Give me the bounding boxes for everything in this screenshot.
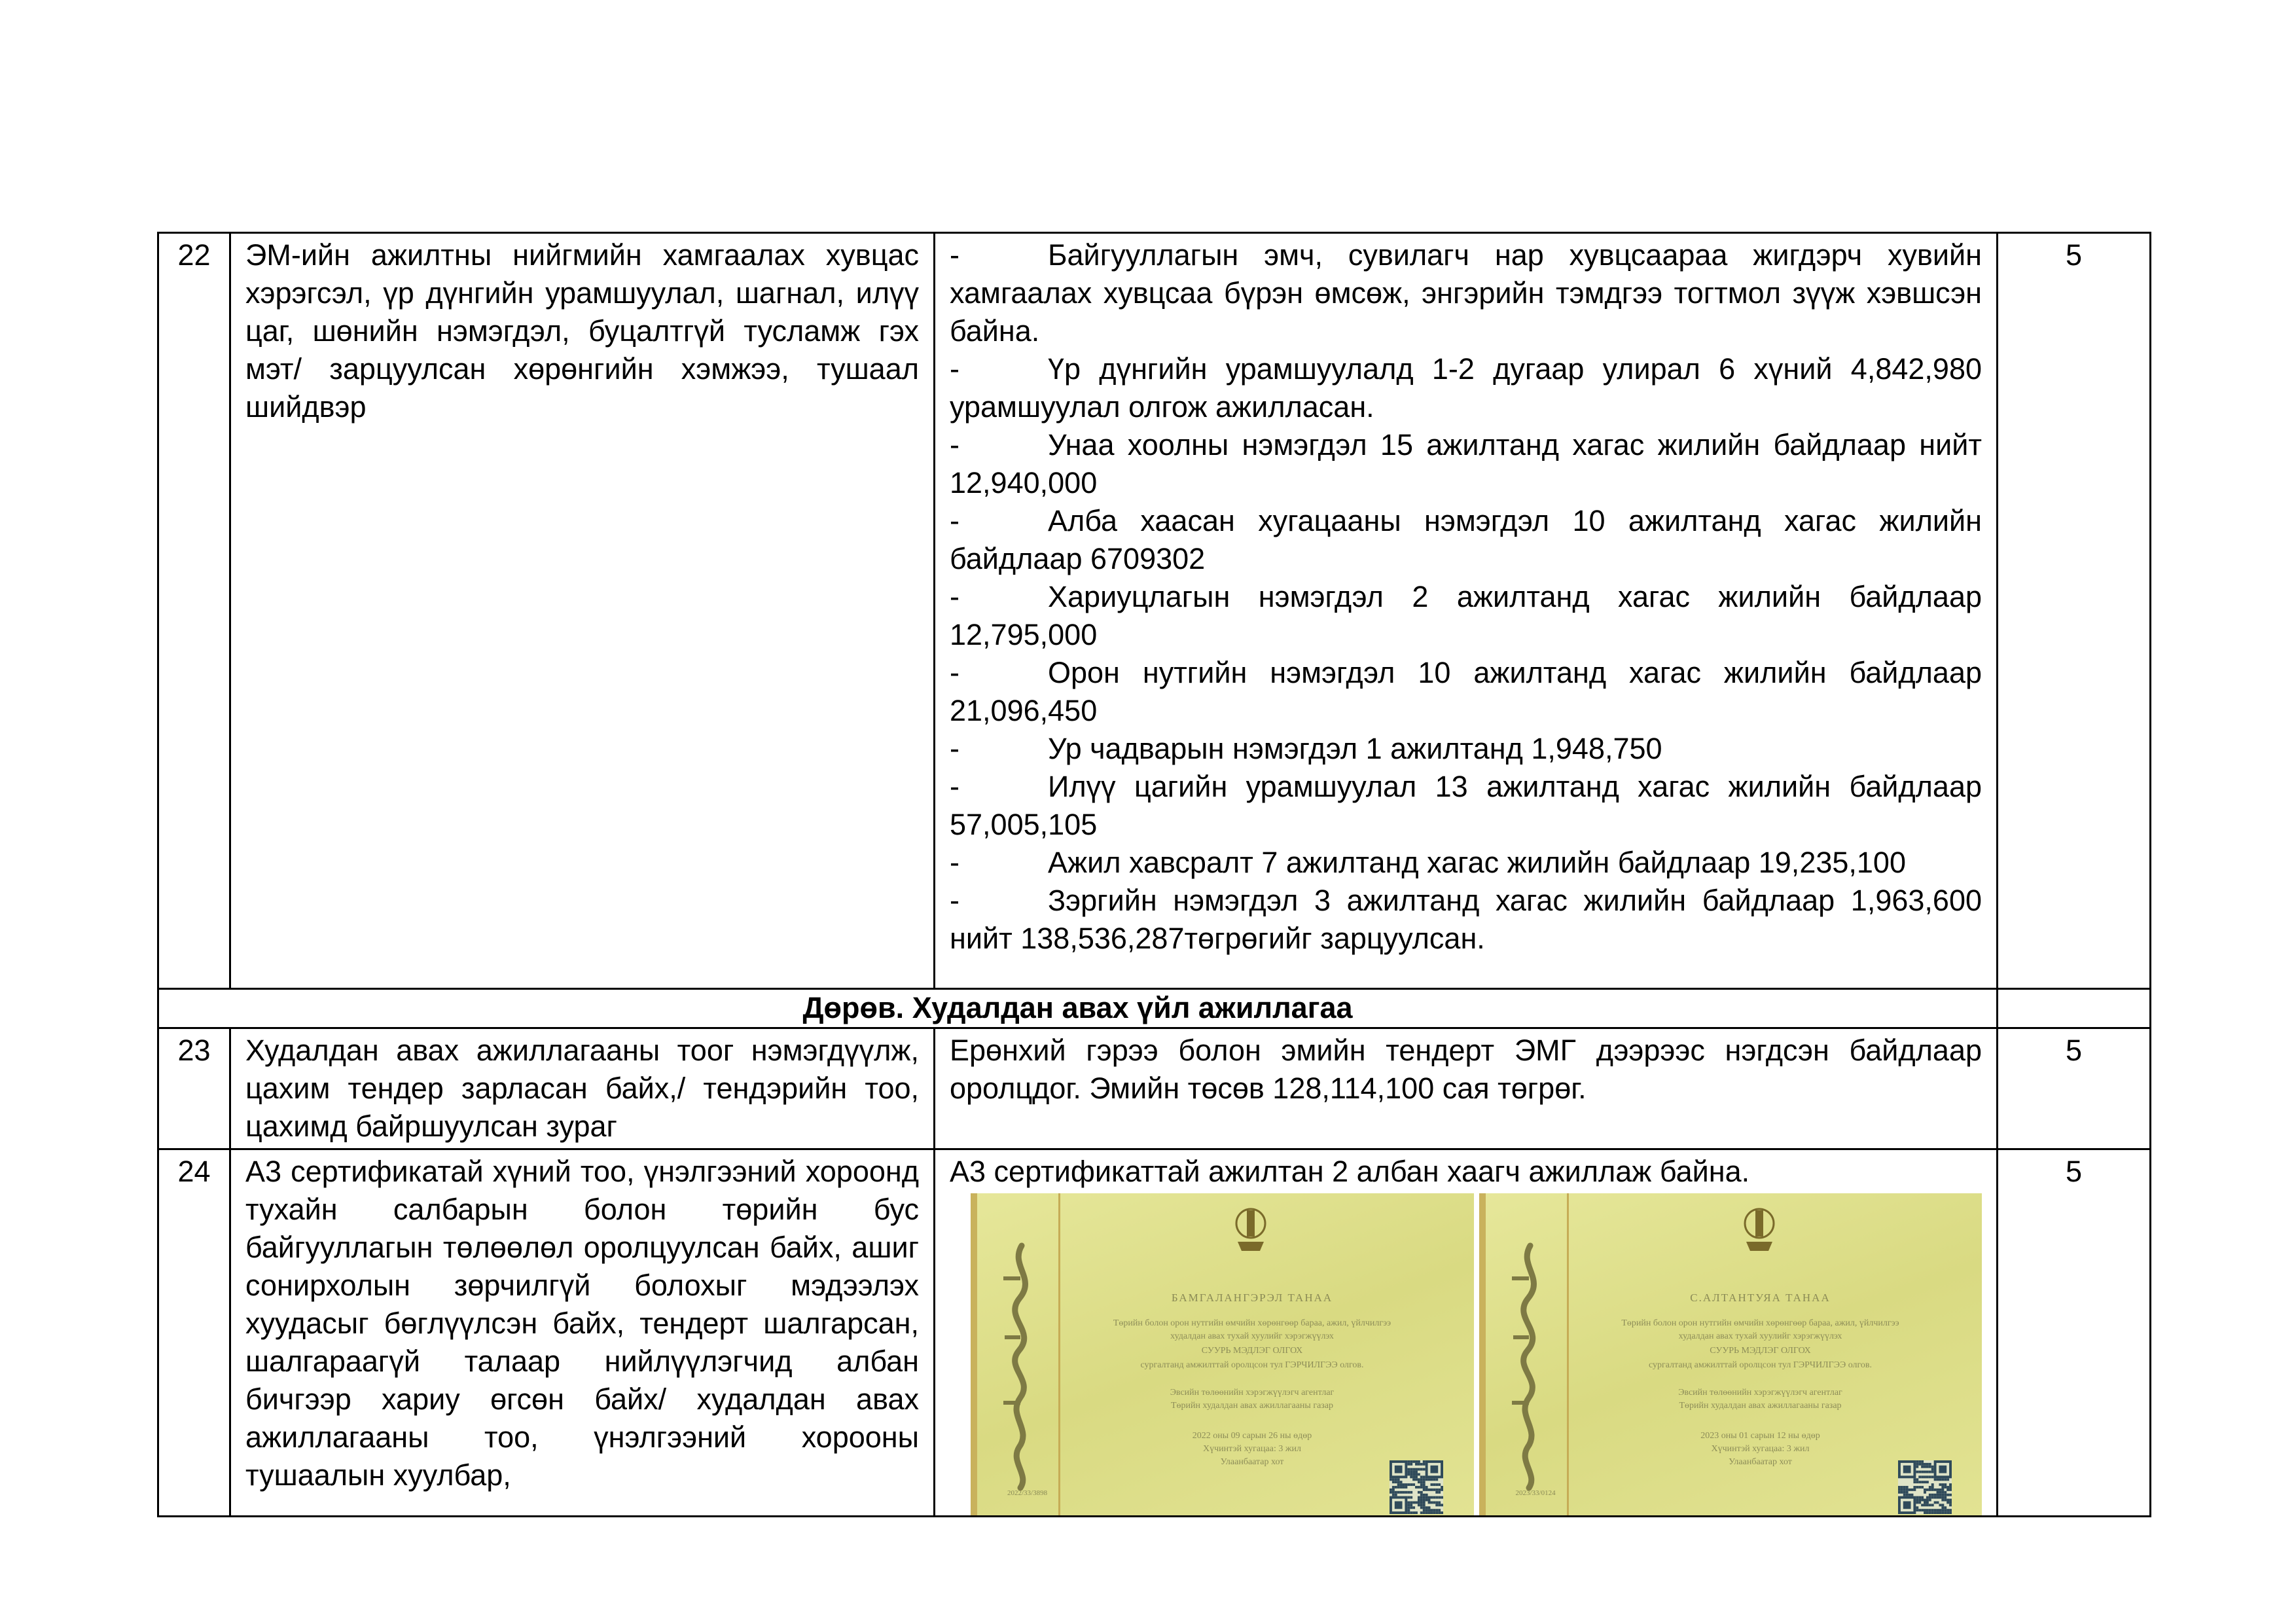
certificate-recipient: БАМГАЛАНГЭРЭЛ ТАНАА [1171,1291,1333,1304]
section-row [158,989,2151,1028]
bullet-text: Ур чадварын нэмэгдэл 1 ажилтанд 1,948,750 [1048,732,1662,765]
result-bullet-list [950,236,1982,958]
table-row [158,1028,2151,1149]
bullet-dash: - [950,884,960,917]
score: 5 [1998,1028,2151,1149]
mongolian-script-icon [990,1239,1049,1494]
result-text: Ерөнхий гэрээ болон эмийн тендерт ЭМГ дээрээс нэгдсэн байдлаар оролцдог. Эмийн төсөв 128,114,100 сая төгрөг. [950,1034,1982,1105]
criteria-text: ЭМ-ийн ажилтны нийгмийн хамгаалах хувцас хэрэгсэл, үр дүнгийн урамшуулал, шагнал, илүү цаг, шөнийн нэмэгдэл, буцалтгүй тусламж гэх мэт/ зарцуулсан хөрөнгийн хэмжээ, тушаал шийдвэр [245,238,919,424]
result-text: А3 сертификаттай ажилтан 2 албан хаагч ажиллаж байна. [950,1155,1750,1188]
certificate-line: Төрийн болон орон нутгийн өмчийн хөрөнгөөр бараа, ажил, үйлчилгээ [1621,1318,1899,1328]
result-cell [935,1028,1998,1149]
state-emblem-icon [1234,1204,1268,1254]
section-score-empty [1998,989,2151,1028]
table-row [158,1149,2151,1517]
certificate-id: 2023/33/0124 [1515,1489,1556,1497]
row-number: 24 [158,1149,230,1517]
certificate-line: Эвсийн төлөөнийн хэрэгжүүлэгч агентлаг [1170,1388,1335,1398]
certificate-line: Улаанбаатар хот [1729,1457,1792,1467]
section-title: Дөрөв. Худалдан авах үйл ажиллагаа [158,989,1998,1028]
bullet-dash: - [950,352,960,386]
result-bullet [950,578,1982,654]
certificate-line: 2022 оны 09 сарын 26 ны өдөр [1192,1431,1312,1441]
bullet-dash: - [950,846,960,879]
certificate-image [971,1193,1474,1515]
mongolian-script-icon [1499,1239,1558,1494]
evaluation-table [157,232,2151,1517]
result-bullet [950,844,1982,882]
bullet-dash: - [950,732,960,765]
criteria-description [230,233,935,989]
bullet-text: Орон нутгийн нэмэгдэл 10 ажилтанд хагас жилийн байдлаар 21,096,450 [950,656,1982,727]
result-bullet [950,768,1982,844]
bullet-dash: - [950,238,960,272]
certificate-line: сургалтанд амжилттай оролцсон тул ГЭРЧИЛГЭЭ олгов. [1648,1360,1873,1370]
bullet-text: Хариуцлагын нэмэгдэл 2 ажилтанд хагас жилийн байдлаар 12,795,000 [950,580,1982,651]
bullet-text: Алба хаасан хугацааны нэмэгдэл 10 ажилтанд хагас жилийн байдлаар 6709302 [950,504,1982,575]
result-bullet [950,350,1982,426]
bullet-text: Зэргийн нэмэгдэл 3 ажилтанд хагас жилийн байдлаар 1,963,600 нийт 138,536,287төгрөгийг зарцуулсан. [950,884,1982,955]
result-bullet [950,426,1982,502]
certificate-images [971,1193,1982,1515]
bullet-dash: - [950,580,960,613]
state-emblem-icon [1742,1204,1776,1254]
certificate-line: 2023 оны 01 сарын 12 ны өдөр [1700,1431,1820,1441]
row-number: 22 [158,233,230,989]
result-bullet [950,730,1982,768]
criteria-text: А3 сертификатай хүний тоо, үнэлгээний хороонд тухайн салбарын болон төрийн бус байгууллагын төлөөлөл оролцуулсан байх, ашиг сонирхолын зөрчилгүй болохыг мэдээлэх хуудасыг бөглүүлсэн байх, тендерт шалгарсан, шалгараагүй талаар нийлүүлэгчид албан бичгээр хариу өгсөн байх/ худалдан авах ажиллагааны тоо, үнэлгээний хорооны тушаалын хуулбар, [245,1155,919,1492]
result-bullet [950,236,1982,350]
result-bullet [950,654,1982,730]
bullet-dash: - [950,504,960,537]
certificate-line: худалдан авах тухай хуулийг хэрэгжүүлэх [1678,1331,1842,1341]
result-bullet [950,502,1982,578]
certificate-line: худалдан авах тухай хуулийг хэрэгжүүлэх [1170,1331,1334,1341]
bullet-dash: - [950,656,960,689]
criteria-description [230,1028,935,1149]
criteria-text: Худалдан авах ажиллагааны тоог нэмэгдүүлж, цахим тендер зарласан байх,/ тендэрийн тоо, цахимд байршуулсан зураг [245,1034,919,1143]
table-row [158,233,2151,989]
bullet-text: Ажил хавсралт 7 ажилтанд хагас жилийн байдлаар 19,235,100 [1048,846,1906,879]
certificate-line: Төрийн худалдан авах ажиллагааны газар [1170,1401,1334,1411]
certificate-line: Төрийн болон орон нутгийн өмчийн хөрөнгөөр бараа, ажил, үйлчилгээ [1113,1318,1391,1328]
qr-code-icon [1390,1460,1443,1514]
qr-code-icon [1898,1460,1952,1514]
certificate-line: СУУРЬ МЭДЛЭГ ОЛГОХ [1201,1346,1303,1356]
certificate-line: Хүчинтэй хугацаа: 3 жил [1203,1444,1301,1454]
certificate-divider [1567,1193,1569,1515]
certificate-line: Хүчинтэй хугацаа: 3 жил [1711,1444,1810,1454]
certificate-recipient: С.АЛТАНТУЯА ТАНАА [1690,1291,1831,1304]
certificate-line: Эвсийн төлөөнийн хэрэгжүүлэгч агентлаг [1678,1388,1842,1398]
certificate-line: Төрийн худалдан авах ажиллагааны газар [1679,1401,1842,1411]
bullet-text: Үр дүнгийн урамшуулалд 1-2 дугаар улирал 6 хүний 4,842,980 урамшуулал олгож ажилласан. [950,352,1982,424]
bullet-text: Илүү цагийн урамшуулал 13 ажилтанд хагас жилийн байдлаар 57,005,105 [950,770,1982,841]
bullet-text: Байгууллагын эмч, сувилагч нар хувцсаараа жигдэрч хувийн хамгаалах хувцсаа бүрэн өмсөж, энгэрийн тэмдгээ тогтмол зүүж хэвшсэн байна. [950,238,1982,348]
row-number: 23 [158,1028,230,1149]
certificate-line: сургалтанд амжилттай оролцсон тул ГЭРЧИЛГЭЭ олгов. [1140,1360,1364,1370]
certificate-line: Улаанбаатар хот [1220,1457,1284,1467]
score: 5 [1998,1149,2151,1517]
bullet-text: Унаа хоолны нэмэгдэл 15 ажилтанд хагас жилийн байдлаар нийт 12,940,000 [950,428,1982,499]
certificate-image [1479,1193,1982,1515]
certificate-id: 2022/33/3898 [1007,1489,1048,1497]
criteria-description [230,1149,935,1517]
certificate-border [1479,1193,1486,1515]
result-bullet [950,882,1982,958]
certificate-line: СУУРЬ МЭДЛЭГ ОЛГОХ [1710,1346,1811,1356]
result-cell [935,1149,1998,1517]
bullet-dash: - [950,428,960,461]
certificate-divider [1058,1193,1060,1515]
result-cell [935,233,1998,989]
certificate-border [971,1193,977,1515]
score: 5 [1998,233,2151,989]
bullet-dash: - [950,770,960,803]
